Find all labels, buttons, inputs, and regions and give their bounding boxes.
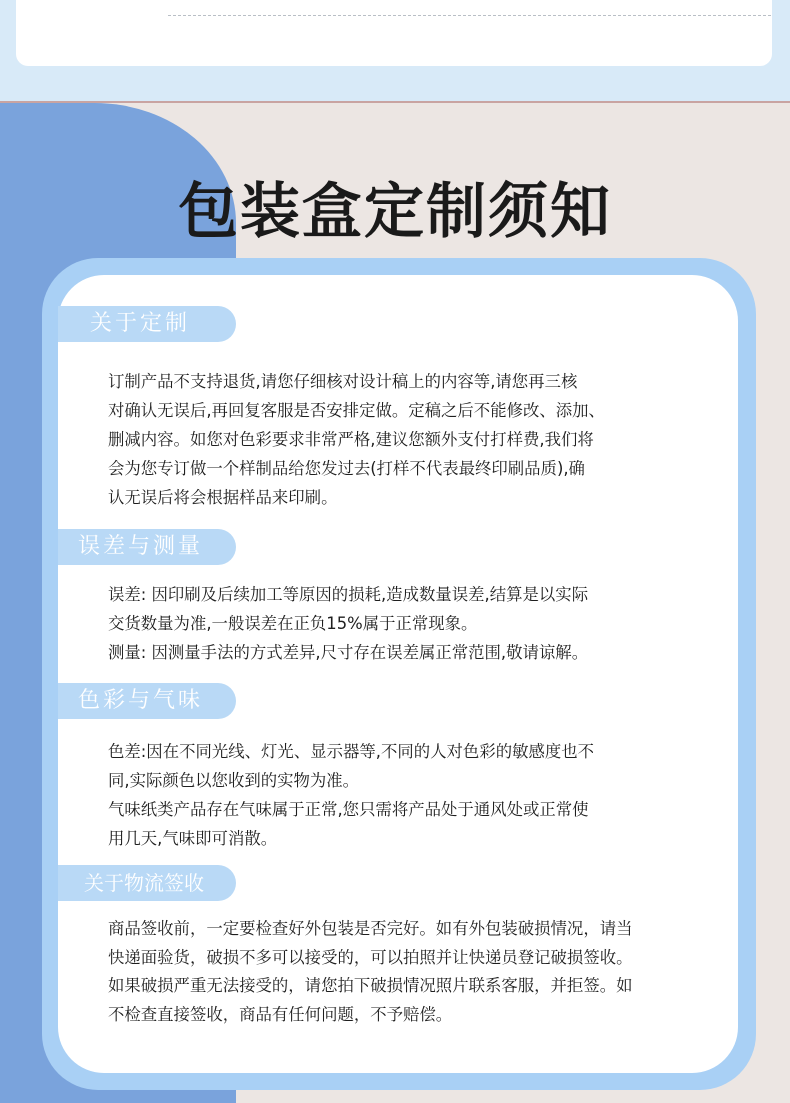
page-title: 包装盒定制须知 <box>178 177 612 247</box>
section-heading-color-odor: 色彩与气味 <box>58 683 236 719</box>
section-text-delivery <box>108 915 708 1029</box>
text-line: 删减内容。如您对色彩要求非常严格,建议您额外支付打样费,我们将 <box>108 430 594 449</box>
text-line: 如果破损严重无法接受的，请您拍下破损情况照片联系客服，并拒签。如 <box>108 976 633 995</box>
text-line: 同,实际颜色以您收到的实物为准。 <box>108 771 360 790</box>
top-band <box>0 0 790 103</box>
section-text-tolerance <box>108 580 708 667</box>
section-heading-delivery: 关于物流签收 <box>58 865 236 901</box>
section-heading-customization: 关于定制 <box>58 306 236 342</box>
section-text-color-odor <box>108 737 708 853</box>
text-line: 误差: 因印刷及后续加工等原因的损耗,造成数量误差,结算是以实际 <box>108 585 589 604</box>
previous-card <box>16 0 772 66</box>
text-line: 交货数量为准,一般误差在正负15%属于正常现象。 <box>108 614 478 633</box>
section-heading-tolerance: 误差与测量 <box>58 529 236 565</box>
text-line: 用几天,气味即可消散。 <box>108 829 278 848</box>
text-line: 商品签收前，一定要检查好外包装是否完好。如有外包装破损情况，请当 <box>108 919 633 938</box>
text-line: 不检查直接签收，商品有任何问题，不予赔偿。 <box>108 1004 453 1024</box>
dashed-divider <box>168 15 771 16</box>
text-line: 色差:因在不同光线、灯光、显示器等,不同的人对色彩的敏感度也不 <box>108 742 595 761</box>
text-line: 快递面验货，破损不多可以接受的，可以拍照并让快递员登记破损签收。 <box>108 947 633 967</box>
text-line: 对确认无误后,再回复客服是否安排定做。定稿之后不能修改、添加、 <box>108 401 605 420</box>
text-line: 会为您专订做一个样制品给您发过去(打样不代表最终印刷品质),确 <box>108 459 585 478</box>
text-line: 测量: 因测量手法的方式差异,尺寸存在误差属正常范围,敬请谅解。 <box>108 643 589 662</box>
text-line: 认无误后将会根据样品来印刷。 <box>108 488 338 507</box>
text-line: 气味纸类产品存在气味属于正常,您只需将产品处于通风处或正常使 <box>108 800 589 819</box>
text-line: 订制产品不支持退货,请您仔细核对设计稿上的内容等,请您再三核 <box>108 372 578 391</box>
section-text-customization <box>108 367 708 512</box>
